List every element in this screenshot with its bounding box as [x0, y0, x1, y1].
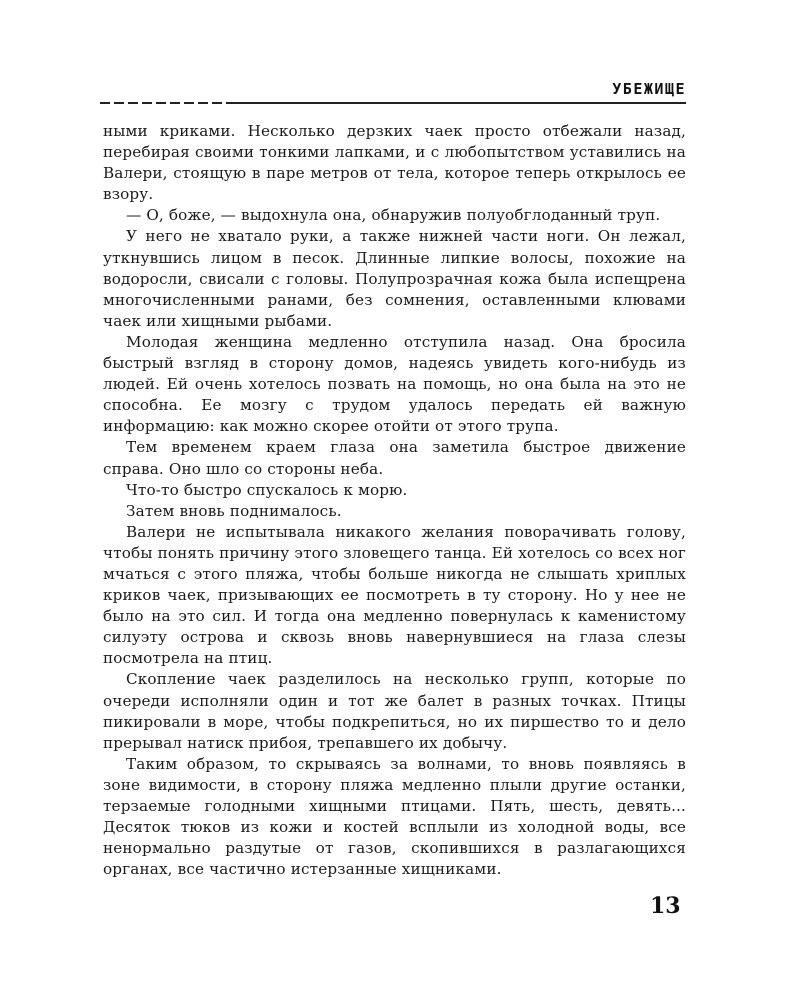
paragraph: Таким образом, то скрываясь за волнами, то вновь появляясь в зоне видимости, в сторону пляжа медленно плыли другие останки, терзаемые голодными хищными птицами. Пять, шесть, девять... Десяток тюков из кожи и костей всплыли из холодной воды, все ненормально раздутые от газов, скопившихся в разлагающихся органах, все частично истерзанные хищниками.: [103, 754, 686, 879]
paragraph: Что-то быстро спускалось к морю.: [126, 480, 408, 499]
body-text: [103, 121, 686, 880]
paragraph: — О, боже, — выдохнула она, обнаружив полуобглоданный труп.: [126, 206, 661, 225]
paragraph: Тем временем краем глаза она заметила быстрое движение справа. Оно шло со стороны неба.: [103, 438, 686, 478]
paragraph: ными криками. Несколько дерзких чаек просто отбежали назад, перебирая своими тонкими лапками, и с любопытством уставились на Валери, стоящую в паре метров от тела, которое теперь открылось ее взору.: [103, 122, 686, 204]
paragraph: У него не хватало руки, а также нижней части ноги. Он лежал, уткнувшись лицом в песок. Длинные липкие волосы, похожие на водоросли, свисали с головы. Полупрозрачная кожа была испещрена многочисленными ранами, без сомнения, оставленными клювами чаек или хищными рыбами.: [103, 227, 686, 330]
paragraph: Затем вновь поднималось.: [126, 501, 342, 520]
header-rule-ornament: [100, 102, 230, 104]
paragraph: Молодая женщина медленно отступила назад. Она бросила быстрый взгляд в сторону домов, надеясь увидеть кого-нибудь из людей. Ей очень хотелось позвать на помощь, но она была на это не способна. Ее мозгу с трудом удалось передать ей важную информацию: как можно скорее отойти от этого трупа.: [103, 332, 686, 436]
running-title: УБЕЖИЩЕ: [612, 80, 686, 98]
paragraph: Скопление чаек разделилось на несколько групп, которые по очереди исполняли один и тот же балет в разных точках. Птицы пикировали в море, чтобы подкрепиться, но их пиршество то и дело прерывал натиск прибоя, трепавшего их добычу.: [103, 670, 686, 752]
paragraph: Валери не испытывала никакого желания поворачивать голову, чтобы понять причину этого зловещего танца. Ей хотелось со всех ног мчаться с этого пляжа, чтобы больше никогда не слышать хриплых криков чаек, призывающих ее посмотреть в ту сторону. Но у нее не было на это сил. И тогда она медленно повернулась к каменистому силуэту острова и сквозь вновь навернувшиеся на глаза слезы посмотрела на птиц.: [103, 522, 686, 668]
page-number: 13: [650, 893, 681, 919]
running-head: [100, 80, 686, 100]
